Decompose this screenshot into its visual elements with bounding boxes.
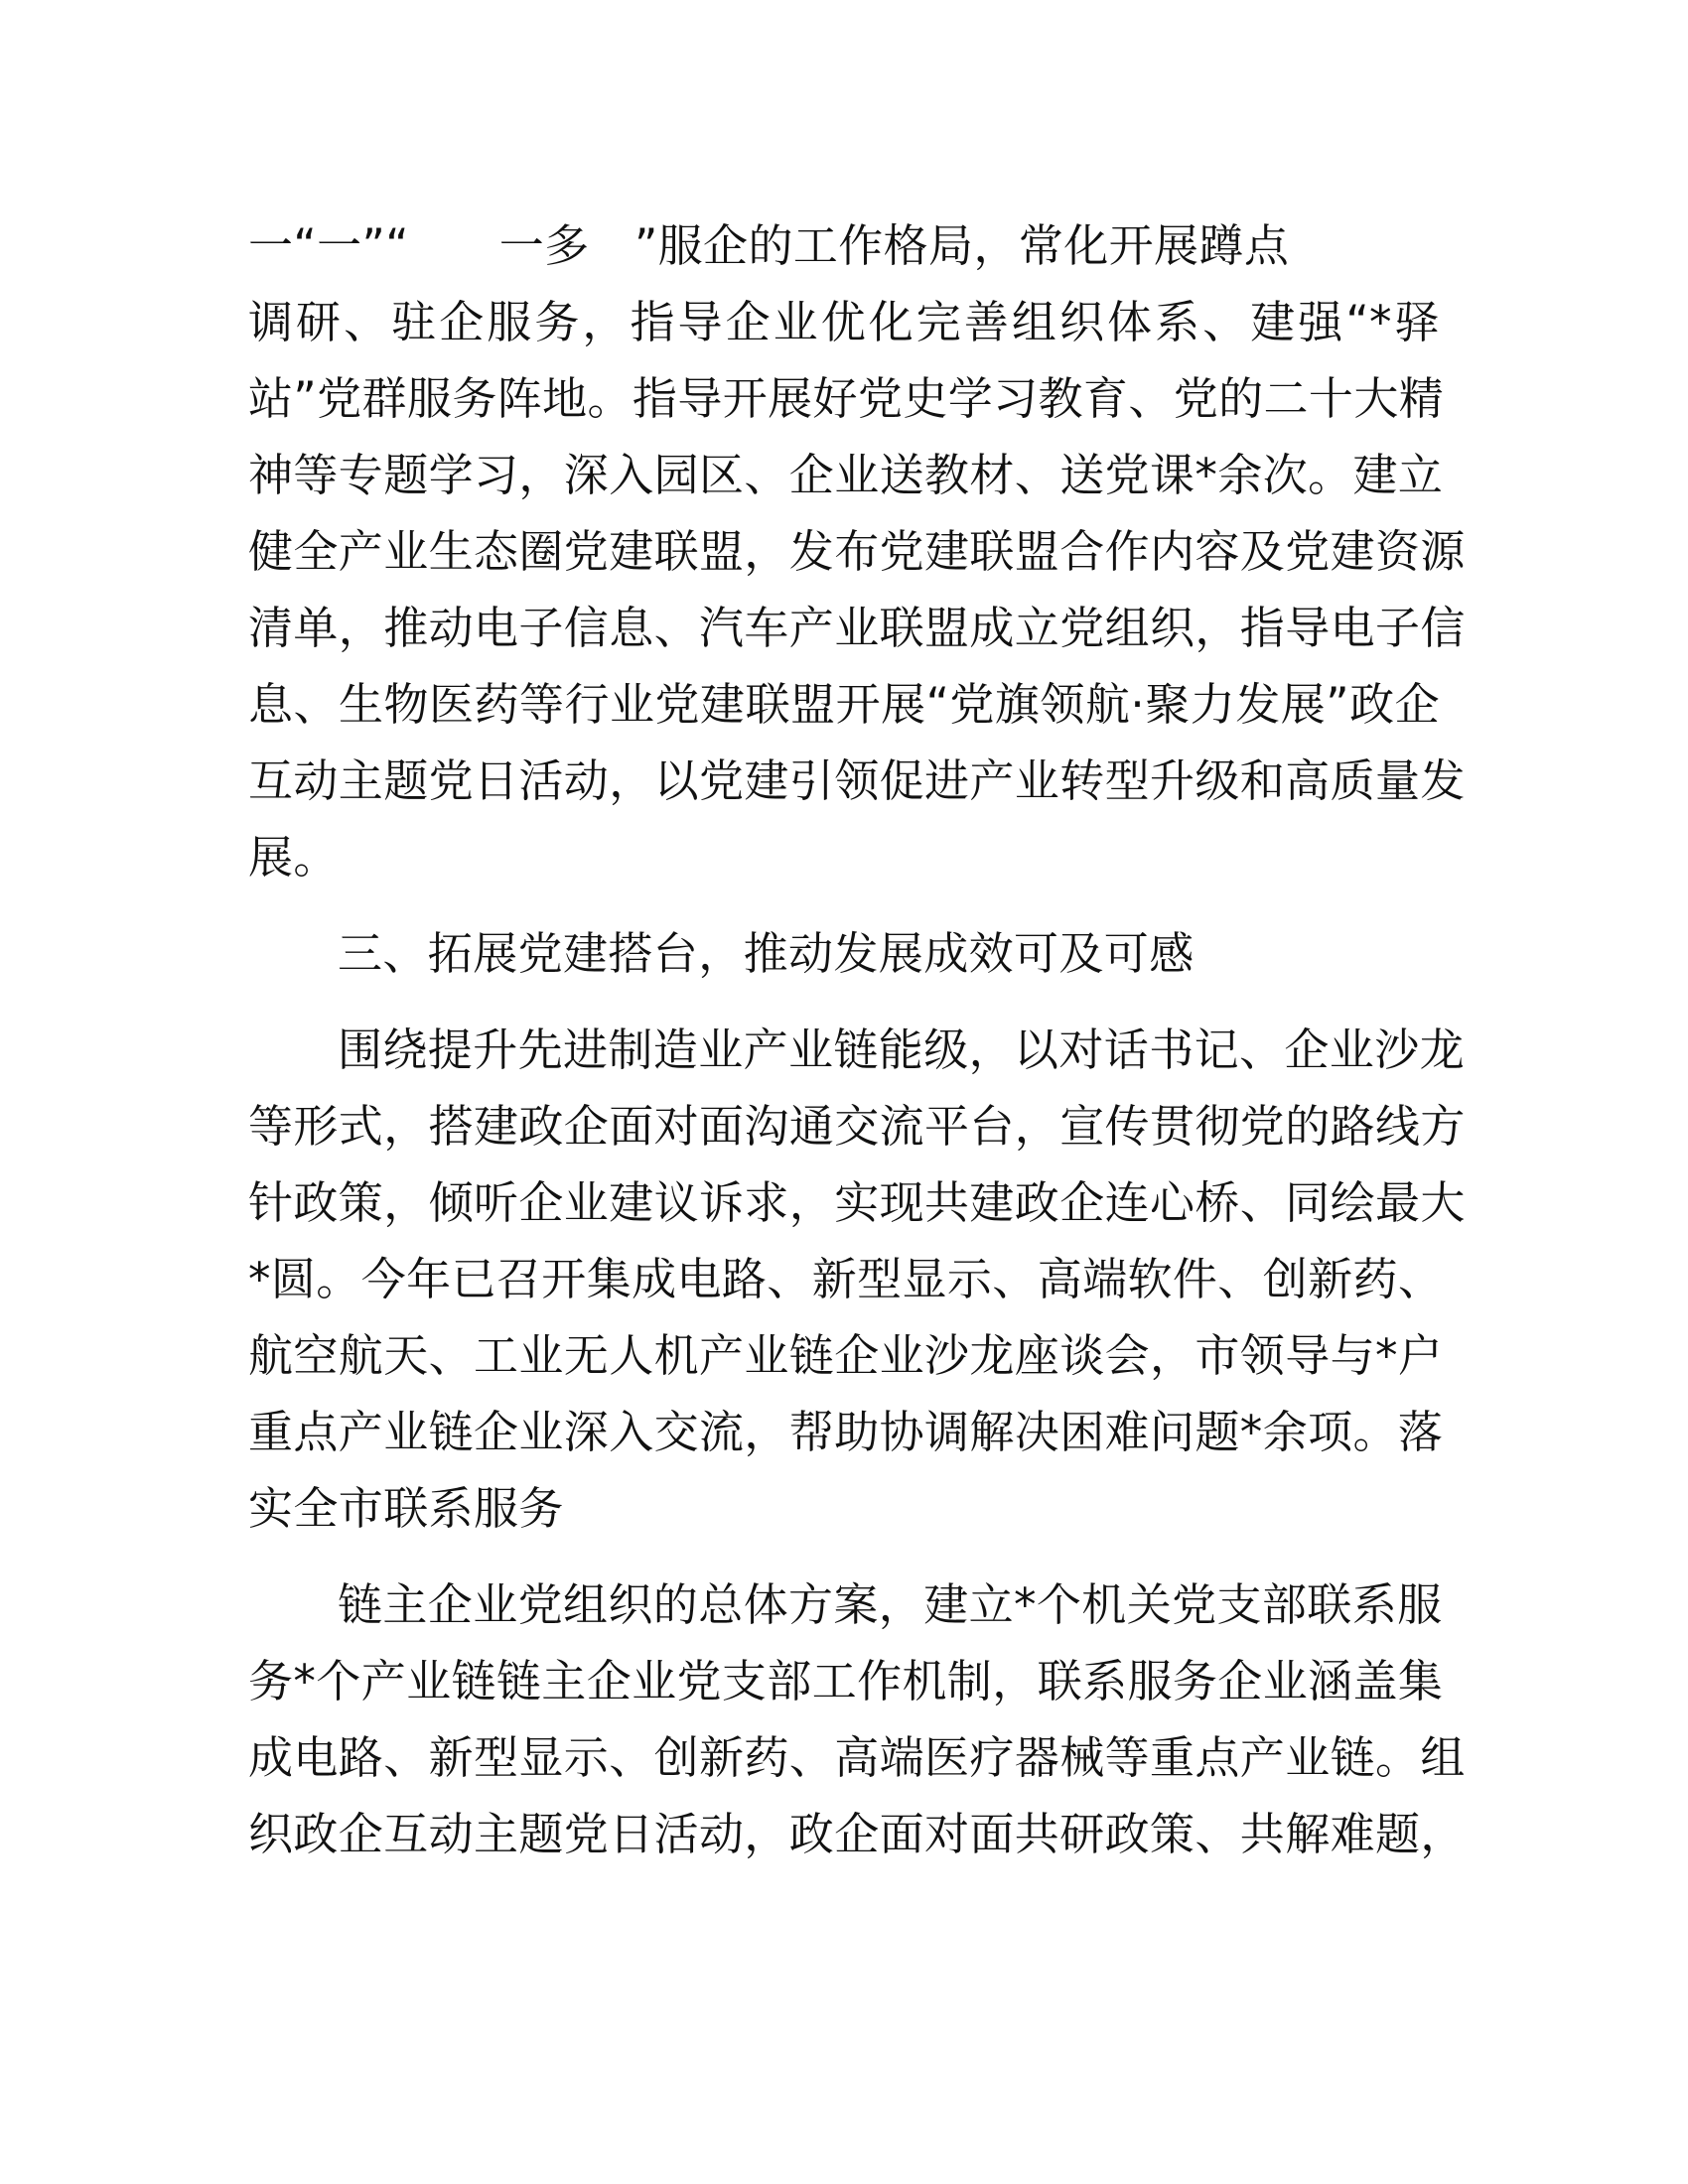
paragraph1-line-3: 神等专题学习，深入园区、企业送教材、送党课*余次。建立 [248,449,1444,501]
section-heading: 三、拓展党建搭台，推动发展成效可及可感 [338,927,1195,980]
paragraph2-line-1: 围绕提升先进制造业产业链能级，以对话书记、企业沙龙 [338,1024,1466,1076]
paragraph2-line-4: *圆。今年已召开集成电路、新型显示、高端软件、创新药、 [248,1253,1444,1305]
paragraph3-line-2: 务*个产业链链主企业党支部工作机制，联系服务企业涵盖集 [248,1655,1444,1707]
paragraph1-line-5: 清单，推动电子信息、汽车产业联盟成立党组织，指导电子信 [248,602,1466,654]
paragraph1-line-4: 健全产业生态圈党建联盟，发布党建联盟合作内容及党建资源 [248,525,1466,578]
paragraph1-line-6: 息、生物医药等行业党建联盟开展“党旗领航·聚力发展”政企 [248,678,1440,731]
paragraph1-line-8: 展。 [248,831,339,884]
paragraph1-line-1: 调研、驻企服务，指导企业优化完善组织体系、建强“*驿 [248,296,1440,348]
paragraph2-line-2: 等形式，搭建政企面对面沟通交流平台，宣传贯彻党的路线方 [248,1100,1466,1153]
paragraph3-line-1: 链主企业党组织的总体方案，建立*个机关党支部联系服 [338,1578,1443,1631]
paragraph1-line-7: 互动主题党日活动，以党建引领促进产业转型升级和高质量发 [248,754,1466,807]
paragraph3-line-3: 成电路、新型显示、创新药、高端医疗器械等重点产业链。组 [248,1731,1466,1784]
paragraph2-line-7: 实全市联系服务 [248,1482,564,1535]
paragraph1-line-2: 站”党群服务阵地。指导开展好党史学习教育、党的二十大精 [248,372,1445,425]
paragraph2-line-6: 重点产业链企业深入交流，帮助协调解决困难问题*余项。落 [248,1406,1444,1458]
top-fragment-line: 一“一”“ 一多 ”服企的工作格局，常化开展蹲点 [248,219,1290,272]
paragraph2-line-5: 航空航天、工业无人机产业链企业沙龙座谈会，市领导与*户 [248,1329,1444,1382]
paragraph3-line-4: 织政企互动主题党日活动，政企面对面共研政策、共解难题， [248,1808,1466,1860]
paragraph2-line-3: 针政策，倾听企业建议诉求，实现共建政企连心桥、同绘最大 [248,1176,1466,1229]
